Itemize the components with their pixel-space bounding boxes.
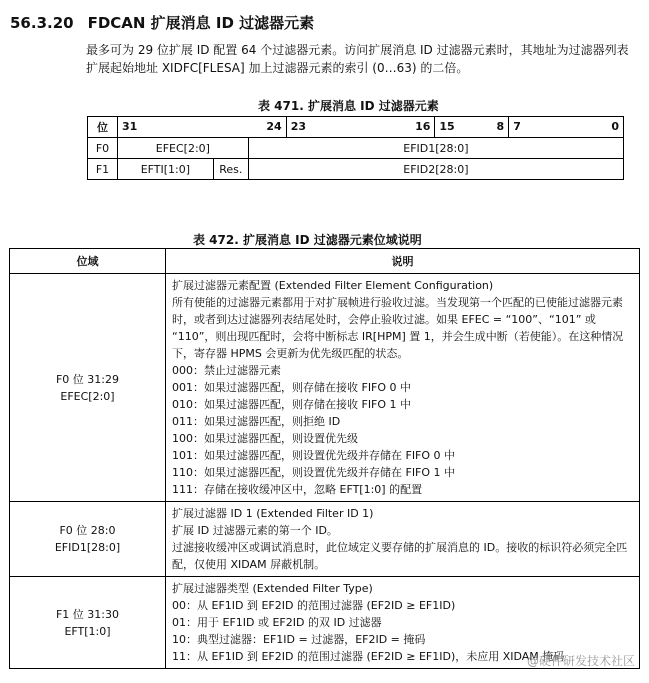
field-cell [10,577,166,669]
field-name: EFID1[28:0] [54,541,121,554]
bits-15-8 [435,117,509,138]
intro-paragraph: 最多可为 29 位扩展 ID 配置 64 个过滤器元素。访问扩展消息 ID 过滤器元素时，其地址为过滤器列表扩展起始地址 XIDFC[FLESA] 加上过滤器元素的索引 (0…63) 的二倍。 [86,43,629,75]
reserved-cell: Res. [213,159,248,180]
efec-cell: EFEC[2:0] [117,138,248,159]
field-cell [10,274,166,502]
field-bits: F0 位 31:29 [55,372,120,386]
section-title: FDCAN 扩展消息 ID 过滤器元素 [87,14,315,32]
bits-31-24 [117,117,286,138]
watermark-text: @硬件研发技术社区 [526,654,635,668]
desc-line: 扩展过滤器 ID 1 (Extended Filter ID 1) [172,507,374,520]
desc-line: 所有使能的过滤器元素都用于对扩展帧进行验收过滤。当发现第一个匹配的已使能过滤器元素时，或者到达过滤器列表结尾处时，会停止验收过滤。如果 EFEC = “100”、“101” 或 “110”，则出现匹配时，会将中断标志 IR[HPM] 置 1，并会生成中断（若使能）。在这种情况下，寄存器 HPMS 会更新为优先级匹配的状态。 [172,296,624,360]
col-desc-header: 说明 [166,249,640,274]
header-row [10,249,640,274]
field-bits: F0 位 28:0 [59,524,116,537]
bit-0: 0 [611,120,619,133]
desc-line: 010：如果过滤器匹配，则存储在接收 FIFO 1 中 [172,398,412,411]
row-f0 [88,138,624,159]
section-number: 56.3.20 [10,14,74,32]
description-cell [166,502,640,577]
bit-16: 16 [415,120,431,133]
section-heading [10,12,314,33]
field-cell [10,502,166,577]
desc-line: 000：禁止过滤器元素 [172,364,281,377]
bit-23: 23 [290,120,307,133]
efid1-cell: EFID1[28:0] [248,138,623,159]
desc-line: 011：如果过滤器匹配，则拒绝 ID [172,415,341,428]
bit-header-row [88,117,624,138]
bits-7-0 [509,117,624,138]
col-field-header: 位域 [10,249,166,274]
extended-filter-element-table [87,116,624,180]
desc-line: 110：如果过滤器匹配，则设置优先级并存储在 FIFO 1 中 [172,466,456,479]
desc-line: 111：存储在接收缓冲区中，忽略 EFT[1:0] 的配置 [172,483,423,496]
table-472-caption: 表 472. 扩展消息 ID 过滤器元素位域说明 [193,233,422,247]
desc-line: 11：从 EF1ID 到 EF2ID 的范围过滤器 (EF2ID ≥ EF1ID)，未应用 XIDAM 掩码 [172,650,565,663]
row-name: F1 [88,159,118,180]
efid2-cell: EFID2[28:0] [248,159,623,180]
row-f1 [88,159,624,180]
desc-line: 10：典型过滤器：EF1ID = 过滤器，EF2ID = 掩码 [172,633,426,646]
table-row [10,274,640,502]
field-name: EFEC[2:0] [60,389,115,403]
bit-24: 24 [266,120,282,133]
efti-cell: EFTI[1:0] [117,159,213,180]
desc-line: 101：如果过滤器匹配，则设置优先级并存储在 FIFO 0 中 [172,449,456,462]
table-471-caption: 表 471. 扩展消息 ID 过滤器元素 [258,99,439,113]
bit-8: 8 [496,120,505,133]
desc-line: 过滤接收缓冲区或调试消息时，此位域定义要存储的扩展消息的 ID。接收的标识符必须完全匹配，仅使用 XIDAM 屏蔽机制。 [172,541,628,571]
bitfield-description-table [9,248,640,669]
bit-15: 15 [439,120,455,133]
bits-23-16 [286,117,435,138]
row-name: F0 [88,138,118,159]
bit-7: 7 [513,120,521,133]
bit-31: 31 [121,120,138,133]
table-row [10,502,640,577]
desc-line: 001：如果过滤器匹配，则存储在接收 FIFO 0 中 [172,381,412,394]
desc-line: 扩展过滤器类型 (Extended Filter Type) [172,582,373,595]
desc-line: 01：用于 EF1ID 或 EF2ID 的双 ID 过滤器 [172,616,382,629]
field-bits: F1 位 31:30 [55,607,120,621]
description-cell [166,274,640,502]
desc-line: 00：从 EF1ID 到 EF2ID 的范围过滤器 (EF2ID ≥ EF1ID) [172,599,456,612]
bit-label: 位 [88,117,118,138]
field-name: EFT[1:0] [64,624,111,638]
desc-line: 扩展 ID 过滤器元素的第一个 ID。 [172,524,338,537]
desc-line: 100：如果过滤器匹配，则设置优先级 [172,432,358,445]
desc-line: 扩展过滤器元素配置 (Extended Filter Element Configuration) [172,279,494,292]
